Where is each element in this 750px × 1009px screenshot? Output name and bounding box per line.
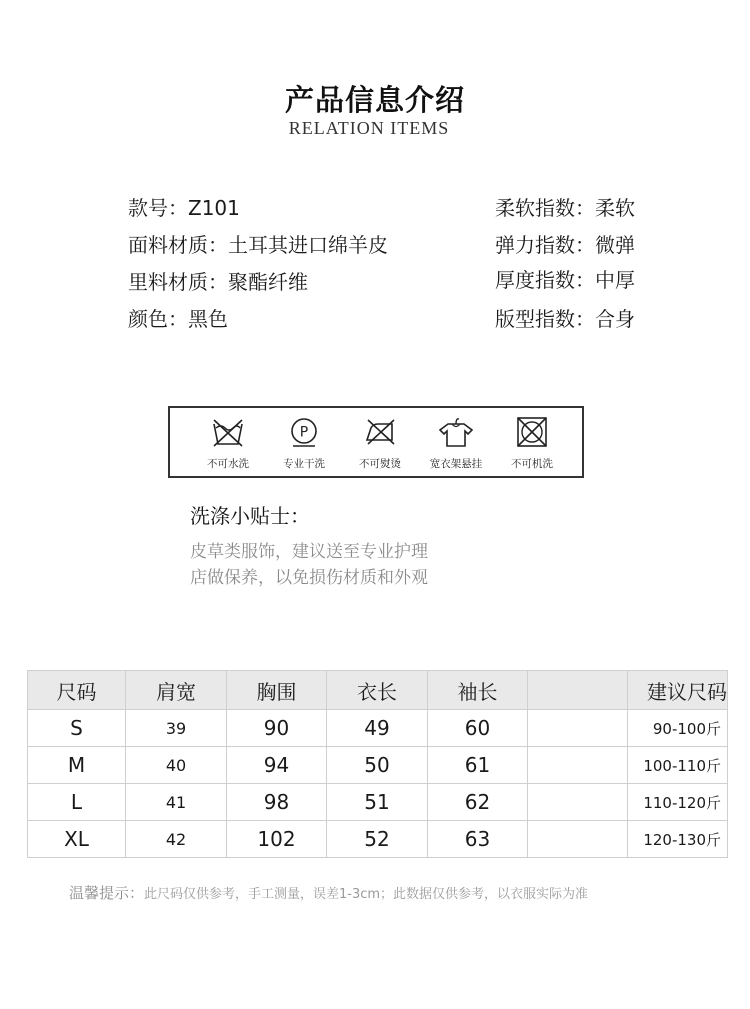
page-subtitle: RELATION ITEMS [288,118,450,138]
cell-empty [528,747,628,784]
care-label: 专业干洗 [283,458,325,470]
cell-recommended: 100-110斤 [628,747,728,784]
cell-length: 49 [327,710,428,747]
spec-left-color: 颜色：黑色 [128,307,228,331]
spec-right-softness: 柔软指数：柔软 [495,196,635,220]
cell-size: XL [28,821,126,858]
care-label: 不可熨烫 [359,458,401,470]
washing-tip-line: 皮草类服饰，建议送至专业护理 [190,542,428,562]
cell-empty [528,784,628,821]
cell-empty [528,821,628,858]
spec-left-style: 款号：Z101 [128,196,240,220]
header-recommended: 建议尺码 [628,671,728,710]
header-size: 尺码 [28,671,126,710]
size-note [69,882,588,903]
wide-hanger-icon [438,416,474,448]
cell-length: 52 [327,821,428,858]
no-machine-wash-icon [514,416,550,448]
care-label: 宽衣架悬挂 [429,458,483,470]
professional-dry-clean-icon [286,416,322,448]
cell-chest: 98 [227,784,327,821]
size-table-header [28,671,728,710]
table-row [28,821,728,858]
care-item-no-machine-wash [492,416,572,471]
cell-length: 50 [327,747,428,784]
cell-sleeve: 63 [428,821,528,858]
care-item-no-iron [340,416,420,471]
cell-sleeve: 62 [428,784,528,821]
table-row [28,784,728,821]
dry-clean-letter: P [299,424,309,441]
no-water-wash-icon [210,416,246,448]
spec-right-thickness: 厚度指数：中厚 [495,268,635,292]
header-sleeve: 袖长 [428,671,528,710]
page-title: 产品信息介绍 [284,83,465,117]
header-chest: 胸围 [227,671,327,710]
washing-tip-line: 店做保养，以免损伤材质和外观 [190,568,428,588]
table-row [28,747,728,784]
care-label: 不可水洗 [207,458,249,470]
care-item-dry-clean [264,416,344,471]
cell-size: M [28,747,126,784]
cell-size: S [28,710,126,747]
header-shoulder: 肩宽 [126,671,227,710]
cell-shoulder: 40 [126,747,227,784]
header-empty [528,671,628,710]
table-row [28,710,728,747]
cell-chest: 90 [227,710,327,747]
cell-recommended: 120-130斤 [628,821,728,858]
cell-empty [528,710,628,747]
care-instructions-box [168,406,584,478]
spec-left-fabric: 面料材质：土耳其进口绵羊皮 [128,233,388,257]
cell-shoulder: 39 [126,710,227,747]
spec-right-fit: 版型指数：合身 [495,307,635,331]
size-table [27,670,728,858]
cell-recommended: 90-100斤 [628,710,728,747]
header-length: 衣长 [327,671,428,710]
cell-length: 51 [327,784,428,821]
care-item-no-water-wash [188,416,268,471]
note-text: 此尺码仅供参考，手工测量，误差1-3cm；此数据仅供参考，以衣服实际为准 [144,887,589,902]
care-item-wide-hanger [416,416,496,471]
cell-shoulder: 42 [126,821,227,858]
cell-recommended: 110-120斤 [628,784,728,821]
care-label: 不可机洗 [511,458,553,470]
spec-left-lining: 里料材质：聚酯纤维 [128,270,308,294]
washing-tips-title: 洗涤小贴士： [190,504,310,528]
cell-shoulder: 41 [126,784,227,821]
cell-chest: 102 [227,821,327,858]
cell-size: L [28,784,126,821]
cell-sleeve: 61 [428,747,528,784]
spec-right-elasticity: 弹力指数：微弹 [495,233,635,257]
cell-sleeve: 60 [428,710,528,747]
no-iron-icon [362,416,398,448]
cell-chest: 94 [227,747,327,784]
note-label: 温馨提示： [69,884,145,902]
